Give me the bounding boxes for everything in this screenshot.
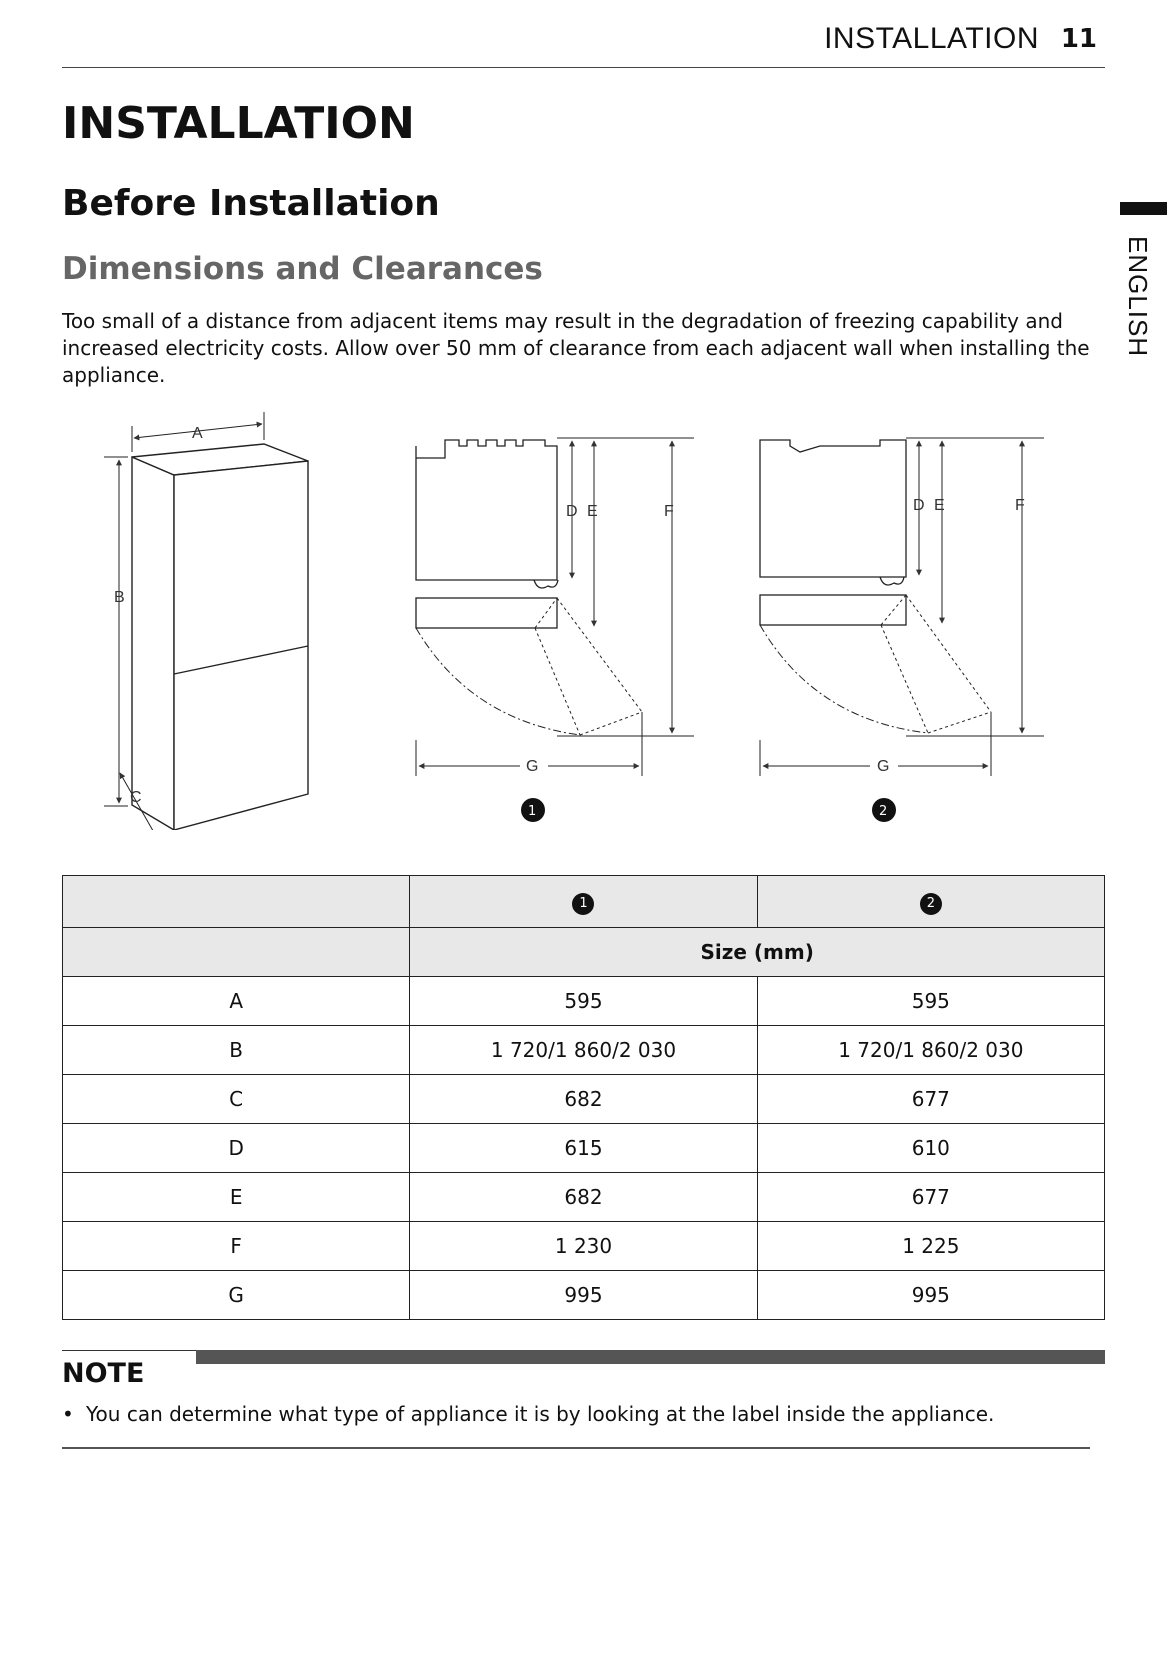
dim-label-c: C [130,789,142,806]
row-model-2-value: 610 [757,1124,1104,1173]
table-subheader-blank [63,928,410,977]
row-model-2-value: 677 [757,1173,1104,1222]
section-title: Before Installation [62,183,440,224]
size-header: Size (mm) [410,928,1105,977]
row-dimension: G [63,1271,410,1320]
dim-label-b: B [114,589,125,606]
row-model-1-value: 682 [410,1075,757,1124]
dim-label-d-1: D [566,503,578,520]
note-text: You can determine what type of appliance it is by looking at the label inside the appliance. [86,1402,995,1426]
row-model-1-value: 995 [410,1271,757,1320]
note-list-item [62,1402,994,1426]
note-bottom-rule [62,1447,1090,1449]
table-row [63,1271,1105,1320]
row-dimension: B [63,1026,410,1075]
table-header-blank [63,876,410,928]
model-1-marker-label: 1 [528,804,537,819]
language-tab-marker [1120,202,1167,215]
row-dimension: E [63,1173,410,1222]
header-divider [62,67,1105,68]
dim-label-d-2: D [913,497,925,514]
subsection-title: Dimensions and Clearances [62,251,543,287]
dim-label-g-1: G [526,758,539,775]
dim-label-e-2: E [934,497,945,514]
table-row [63,1124,1105,1173]
intro-paragraph: Too small of a distance from adjacent items may result in the degradation of freezing capability and increased electricity costs. Allow over 50 mm of clearance from each adjacent wall when installing the appliance. [62,309,1090,387]
table-row [63,1222,1105,1271]
top-view-model-2 [760,438,1044,776]
page-number: 11 [1060,24,1097,54]
dim-label-a: A [192,425,203,442]
dim-label-g-2: G [877,758,890,775]
running-header-title: INSTALLATION [824,22,1039,55]
row-model-2-value: 1 720/1 860/2 030 [757,1026,1104,1075]
row-dimension: A [63,977,410,1026]
table-row [63,1173,1105,1222]
model-2-marker-label: 2 [879,804,888,819]
dim-label-f-1: F [664,503,674,520]
table-header-model-2 [757,876,1104,928]
table-row [63,1026,1105,1075]
row-model-2-value: 677 [757,1075,1104,1124]
chapter-title: INSTALLATION [62,98,415,149]
note-divider-bar [196,1350,1105,1364]
dimensions-diagram [0,400,1100,830]
row-model-1-value: 1 720/1 860/2 030 [410,1026,757,1075]
table-header-model-1 [410,876,757,928]
bullet-icon: • [62,1402,74,1426]
top-view-model-1 [416,438,694,776]
table-subheader-row [63,928,1105,977]
row-model-1-value: 1 230 [410,1222,757,1271]
table-row [63,977,1105,1026]
table-header-row [63,876,1105,928]
row-model-2-value: 1 225 [757,1222,1104,1271]
row-model-1-value: 595 [410,977,757,1026]
row-model-1-value: 615 [410,1124,757,1173]
row-model-2-value: 995 [757,1271,1104,1320]
dim-label-e-1: E [587,503,598,520]
fridge-perspective-drawing [104,412,308,830]
row-dimension: C [63,1075,410,1124]
note-heading: NOTE [62,1358,145,1389]
dim-label-f-2: F [1015,497,1025,514]
row-dimension: D [63,1124,410,1173]
dimensions-table [62,875,1105,1320]
model-1-badge: 1 [572,893,594,915]
table-row [63,1075,1105,1124]
row-dimension: F [63,1222,410,1271]
language-tab-label: ENGLISH [1123,236,1153,358]
row-model-1-value: 682 [410,1173,757,1222]
note-divider-thin [62,1350,196,1351]
row-model-2-value: 595 [757,977,1104,1026]
model-2-badge: 2 [920,893,942,915]
